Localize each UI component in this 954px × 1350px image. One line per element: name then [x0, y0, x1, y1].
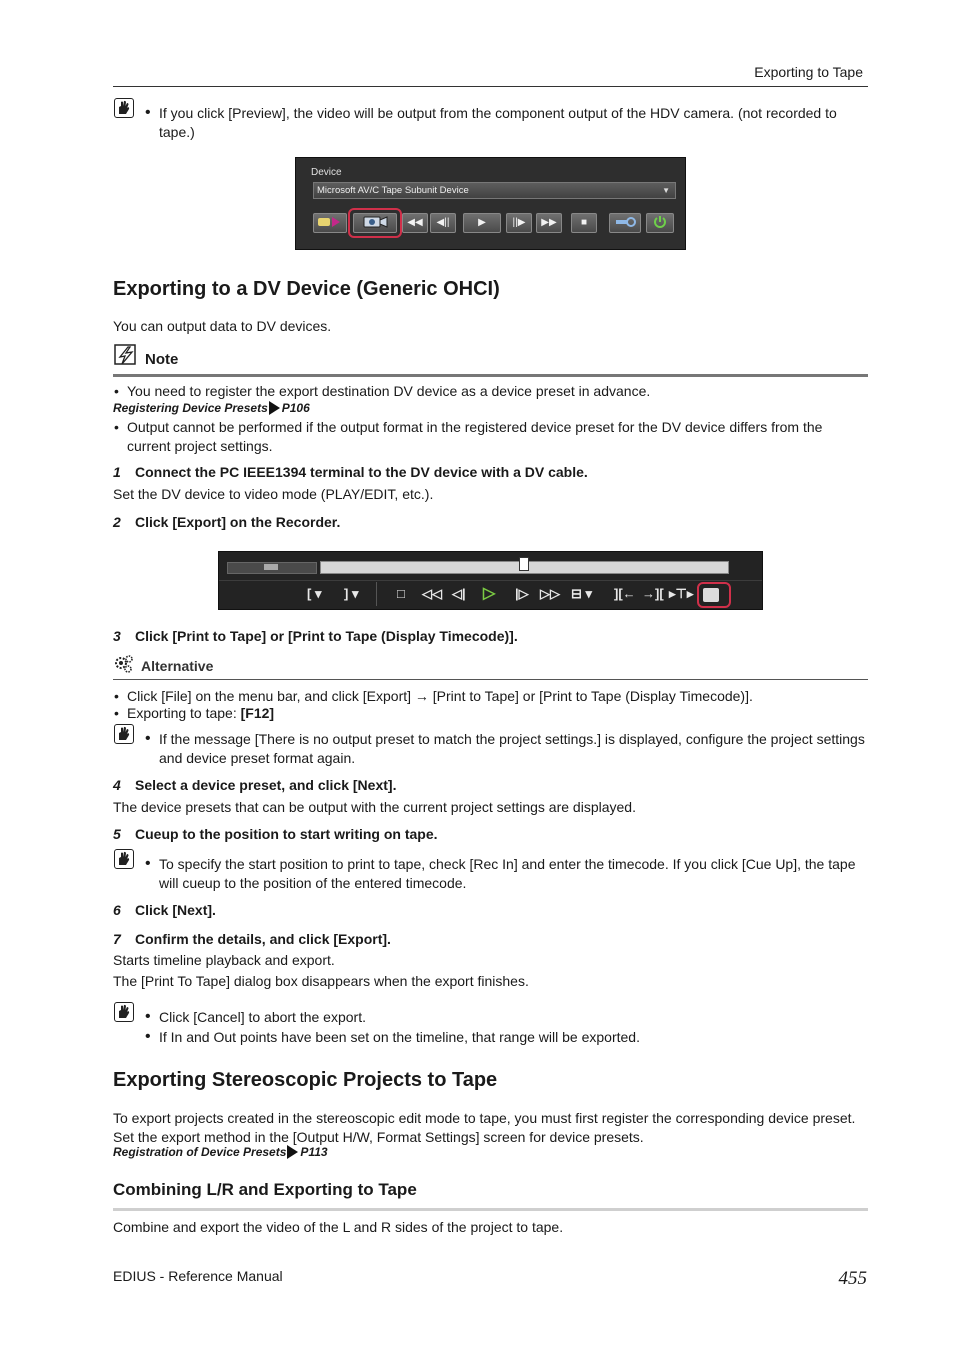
hint-bullet: • If you click [Preview], the video will be output from the component output of the HDV camera. (not recorded to tape.)	[145, 104, 837, 140]
step-7: 7 Confirm the details, and click [Export].	[113, 931, 391, 947]
step-7-detail: The [Print To Tape] dialog box disappears when the export finishes.	[113, 973, 529, 989]
arrow-icon	[269, 401, 280, 415]
loop-button[interactable]: ⊟ ▾	[571, 586, 593, 601]
shuttle-slider[interactable]	[227, 562, 317, 574]
step-back-button[interactable]: ◁|	[452, 586, 466, 601]
wrench-icon	[613, 214, 637, 230]
hint-icon	[114, 98, 134, 118]
hint-bullet: • Click [Cancel] to abort the export.	[145, 1008, 366, 1025]
rewind-button[interactable]: ◁◁	[422, 586, 442, 601]
rewind-button[interactable]: ◀◀	[402, 213, 428, 233]
hint-bullet: • If In and Out points have been set on the timeline, that range will be exported.	[145, 1028, 640, 1045]
footer-manual-title: EDIUS - Reference Manual	[113, 1268, 283, 1284]
alternative-icon	[113, 654, 135, 677]
step-forward-button[interactable]: ||▶	[506, 213, 532, 233]
note-item: • You need to register the export destination DV device as a device preset in advance.	[114, 383, 651, 399]
tape-key-icon	[316, 214, 344, 230]
subsection-body: Combine and export the video of the L and R sides of the project to tape.	[113, 1219, 564, 1235]
export-button-highlight[interactable]	[697, 582, 731, 608]
set-out-button[interactable]: ] ▾	[344, 586, 359, 601]
step-1: 1 Connect the PC IEEE1394 terminal to the DV device with a DV cable.	[113, 464, 588, 480]
note-rule	[113, 374, 868, 377]
device-panel	[295, 157, 686, 250]
section-body: To export projects created in the stereoscopic edit mode to tape, you must first register the corresponding device preset. Set the export method in the [Output H/W, Format Settings] screen for device presets.	[113, 1110, 856, 1145]
step-forward-button[interactable]: |▷	[515, 586, 529, 601]
arrow-icon	[287, 1145, 298, 1159]
play-button[interactable]: ▷	[483, 585, 496, 602]
alternative-item: • Click [File] on the menu bar, and click [Export] → [Print to Tape] or [Print to Tape (Display Timecode)].	[114, 688, 753, 704]
dropdown-arrow-icon: ▼	[662, 186, 670, 195]
note-item: • Output cannot be performed if the output format in the registered device preset for the DV device differs from the current project settings.	[114, 419, 823, 454]
note-label: Note	[145, 351, 179, 368]
step-4-detail: The device presets that can be output with the current project settings are displayed.	[113, 799, 636, 815]
step-5: 5 Cueup to the position to start writing on tape.	[113, 826, 438, 842]
running-header: Exporting to Tape	[754, 64, 863, 80]
hint-bullet: • To specify the start position to print to tape, check [Rec In] and enter the timecode. If you click [Cue Up], the tape will cueup to the position of the entered timecode.	[145, 855, 856, 891]
step-2: 2 Click [Export] on the Recorder.	[113, 514, 341, 530]
section-title: Exporting to a DV Device (Generic OHCI)	[113, 278, 500, 300]
alternative-item: • Exporting to tape: [F12]	[114, 705, 275, 721]
settings-button[interactable]	[609, 213, 641, 233]
power-button[interactable]	[646, 213, 674, 233]
match-frame-button[interactable]: ][←	[614, 586, 636, 601]
page-number: 455	[838, 1268, 867, 1289]
power-icon	[652, 214, 668, 230]
play-cue-button[interactable]	[313, 213, 347, 233]
subsection-title: Combining L/R and Exporting to Tape	[113, 1180, 417, 1199]
hint-icon	[114, 1002, 134, 1022]
hint-icon	[114, 849, 134, 869]
fast-forward-button[interactable]: ▷▷	[540, 586, 560, 601]
step-6: 6 Click [Next].	[113, 902, 216, 918]
hint-bullet: • If the message [There is no output preset to match the project settings.] is displayed, configure the project settings and device preset format again.	[145, 730, 865, 766]
header-rule	[113, 86, 868, 87]
recorder-toolbar	[218, 551, 763, 610]
step-3: 3 Click [Print to Tape] or [Print to Tape (Display Timecode)].	[113, 628, 518, 644]
overwrite-button[interactable]: ▸⊤▸	[669, 586, 694, 601]
step-4: 4 Select a device preset, and click [Next].	[113, 777, 397, 793]
alternative-label: Alternative	[141, 658, 214, 674]
subsection-rule	[113, 1208, 868, 1211]
play-button[interactable]: ▶	[463, 213, 501, 233]
preview-highlight	[348, 208, 402, 238]
hint-icon	[114, 724, 134, 744]
step-back-button[interactable]: ◀||	[430, 213, 456, 233]
section-intro: You can output data to DV devices.	[113, 318, 332, 334]
step-7-detail: Starts timeline playback and export.	[113, 952, 335, 968]
section-title: Exporting Stereoscopic Projects to Tape	[113, 1069, 498, 1091]
stop-button[interactable]: □	[397, 586, 405, 601]
fast-forward-button[interactable]: ▶▶	[536, 213, 562, 233]
step-1-detail: Set the DV device to video mode (PLAY/EDIT, etc.).	[113, 486, 434, 502]
note-icon	[114, 344, 138, 369]
alternative-rule	[113, 679, 868, 680]
cross-reference: Registering Device Presets P106	[113, 401, 310, 415]
device-select[interactable]: Microsoft AV/C Tape Subunit Device ▼	[313, 182, 676, 199]
set-in-button[interactable]: [ ▾	[307, 586, 322, 601]
device-label: Device	[311, 167, 342, 178]
cross-reference: Registration of Device Presets P113	[113, 1145, 328, 1159]
stop-button[interactable]: ■	[571, 213, 597, 233]
insert-button[interactable]: →][	[642, 586, 664, 601]
playhead-marker[interactable]	[519, 557, 529, 571]
